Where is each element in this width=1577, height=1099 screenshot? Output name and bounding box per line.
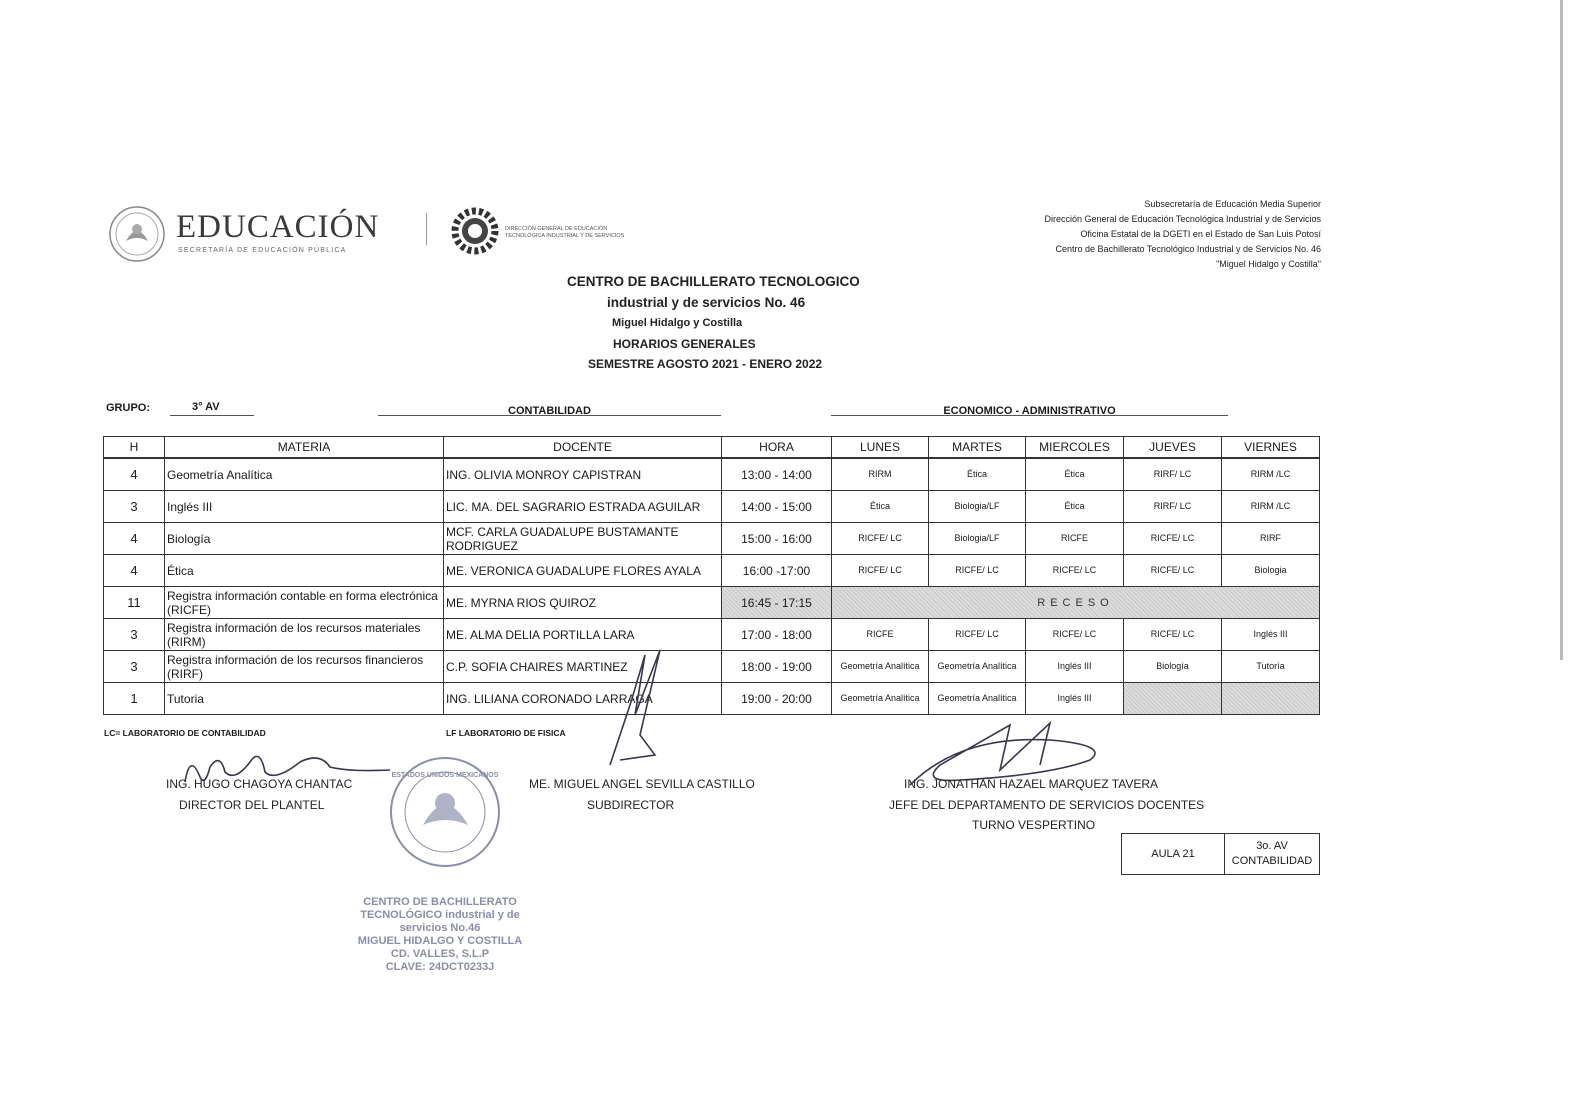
day-cell: RIRF: [1222, 523, 1320, 555]
group-label: GRUPO:: [106, 402, 150, 414]
day-cell: RICFE/ LC: [832, 523, 929, 555]
hours-cell: 4: [104, 523, 165, 555]
document-subtitle: industrial y de servicios No. 46: [607, 295, 806, 310]
school-name: Miguel Hidalgo y Costilla: [612, 317, 743, 329]
gear-icon: [450, 206, 500, 256]
day-cell: Geometría Analítica: [929, 683, 1026, 715]
subdirector-name: ME. MIGUEL ANGEL SEVILLA CASTILLO: [529, 777, 755, 791]
day-cell: RIRM: [832, 458, 929, 491]
day-cell: Biologia/LF: [929, 491, 1026, 523]
column-header: VIERNES: [1222, 437, 1320, 459]
jefe-name: ING. JONATHAN HAZAEL MARQUEZ TAVERA: [904, 777, 1159, 791]
mexico-seal-icon: [108, 205, 166, 263]
break-cell: RECESO: [832, 587, 1320, 619]
teacher-cell: ING. LILIANA CORONADO LARRAGA: [444, 683, 722, 715]
stamp-line: CENTRO DE BACHILLERATO: [363, 896, 517, 908]
day-cell: Ética: [1026, 491, 1124, 523]
document-title: CENTRO DE BACHILLERATO TECNOLOGICO: [567, 274, 860, 289]
stamp-line: CLAVE: 24DCT0233J: [385, 961, 495, 973]
teacher-cell: MCF. CARLA GUADALUPE BUSTAMANTE RODRIGUEZ: [444, 523, 722, 555]
day-cell: Geometría Analítica: [929, 651, 1026, 683]
director-role: DIRECTOR DEL PLANTEL: [179, 798, 325, 812]
stamp-line: servicios No.46: [399, 922, 481, 934]
day-cell: Ética: [832, 491, 929, 523]
dgeti-logo: [450, 206, 640, 264]
hours-cell: 1: [104, 683, 165, 715]
hours-cell: 3: [104, 651, 165, 683]
column-header: MARTES: [929, 437, 1026, 459]
day-cell: RICFE/ LC: [1026, 555, 1124, 587]
header-line: Centro de Bachillerato Tecnológico Industrial y de Servicios No. 46: [1055, 244, 1321, 254]
classroom-box: [1121, 833, 1320, 875]
teacher-cell: ME. VERONICA GUADALUPE FLORES AYALA: [444, 555, 722, 587]
hours-cell: 3: [104, 491, 165, 523]
hours-cell: 4: [104, 555, 165, 587]
day-cell: Inglés III: [1026, 651, 1124, 683]
day-cell: Ética: [1026, 458, 1124, 491]
semester-label: SEMESTRE AGOSTO 2021 - ENERO 2022: [588, 357, 823, 371]
time-cell: 17:00 - 18:00: [722, 619, 832, 651]
column-header: H: [104, 437, 165, 459]
school-stamp: [340, 896, 540, 974]
day-cell: RICFE/ LC: [1124, 523, 1222, 555]
break-time-cell: 16:45 - 17:15: [722, 587, 832, 619]
subject-cell: Ética: [165, 555, 444, 587]
group-line: CONTABILIDAD: [1231, 855, 1313, 867]
day-cell: Biología: [1124, 651, 1222, 683]
day-cell: Geometría Analítica: [832, 683, 929, 715]
day-cell: RICFE/ LC: [832, 555, 929, 587]
day-cell: RICFE/ LC: [1026, 619, 1124, 651]
dgeti-text: DIRECCIÓN GENERAL DE EDUCACIÓN TECNOLÓGICA INDUSTRIAL Y DE SERVICIOS: [505, 226, 625, 239]
empty-day-cell: [1124, 683, 1222, 715]
sep-wordmark: EDUCACIÓN: [176, 209, 380, 245]
table-row: [104, 458, 1320, 491]
table-row: [104, 587, 1320, 619]
day-cell: RICFE/ LC: [1124, 555, 1222, 587]
subject-cell: Registra información contable en forma electrónica (RICFE): [165, 587, 444, 619]
subject-cell: Inglés III: [165, 491, 444, 523]
day-cell: RICFE/ LC: [929, 555, 1026, 587]
subject-cell: Tutoria: [165, 683, 444, 715]
time-cell: 13:00 - 14:00: [722, 458, 832, 491]
day-cell: RIRM /LC: [1222, 491, 1320, 523]
subject-cell: Registra información de los recursos materiales (RIRM): [165, 619, 444, 651]
column-header: DOCENTE: [444, 437, 722, 459]
lf-note: LF LABORATORIO DE FISICA: [446, 728, 566, 738]
subject-cell: Registra información de los recursos financieros (RIRF): [165, 651, 444, 683]
day-cell: Biologia/LF: [929, 523, 1026, 555]
jefe-turno: TURNO VESPERTINO: [972, 818, 1096, 832]
subdirector-signature: [590, 645, 680, 770]
empty-day-cell: [1222, 683, 1320, 715]
column-header: JUEVES: [1124, 437, 1222, 459]
header-line: Subsecretaría de Educación Media Superior: [1144, 199, 1321, 209]
stamp-line: MIGUEL HIDALGO Y COSTILLA: [357, 935, 523, 947]
schedule-table: [103, 436, 1320, 715]
day-cell: Tutoría: [1222, 651, 1320, 683]
day-cell: RICFE: [832, 619, 929, 651]
day-cell: Ética: [929, 458, 1026, 491]
sep-logo: [108, 205, 408, 265]
hours-cell: 3: [104, 619, 165, 651]
table-row: [104, 683, 1320, 715]
header-line: Dirección General de Educación Tecnológica Industrial y de Servicios: [1044, 214, 1321, 224]
teacher-cell: ME. ALMA DELIA PORTILLA LARA: [444, 619, 722, 651]
logo-divider: [426, 213, 427, 245]
group-line: 3o. AV: [1256, 840, 1288, 852]
group-value: 3° AV: [192, 401, 220, 413]
subdirector-role: SUBDIRECTOR: [587, 798, 675, 812]
subject-cell: Biología: [165, 523, 444, 555]
schedule-heading: HORARIOS GENERALES: [613, 337, 756, 351]
table-row: [104, 491, 1320, 523]
day-cell: RICFE: [1026, 523, 1124, 555]
institution-header: [1045, 197, 1321, 272]
time-cell: 14:00 - 15:00: [722, 491, 832, 523]
table-row: [104, 555, 1320, 587]
group-underline: [170, 401, 254, 416]
career-underline: [378, 401, 721, 416]
area-underline: [831, 401, 1228, 416]
day-cell: Geometría Analítica: [832, 651, 929, 683]
table-row: [104, 523, 1320, 555]
hours-cell: 4: [104, 458, 165, 491]
area-value: ECONOMICO - ADMINISTRATIVO: [943, 405, 1116, 417]
day-cell: RICFE/ LC: [929, 619, 1026, 651]
lc-note: LC= LABORATORIO DE CONTABILIDAD: [104, 728, 266, 738]
stamp-line: TECNOLÓGICO industrial y de: [360, 909, 520, 921]
time-cell: 19:00 - 20:00: [722, 683, 832, 715]
hours-cell: 11: [104, 587, 165, 619]
day-cell: Inglés III: [1026, 683, 1124, 715]
director-name: ING. HUGO CHAGOYA CHANTAC: [166, 777, 353, 791]
header-line: Oficina Estatal de la DGETI en el Estado de San Luis Potosí: [1080, 229, 1321, 239]
scan-edge: [1560, 0, 1563, 660]
day-cell: RICFE/ LC: [1124, 619, 1222, 651]
teacher-cell: LIC. MA. DEL SAGRARIO ESTRADA AGUILAR: [444, 491, 722, 523]
column-header: HORA: [722, 437, 832, 459]
day-cell: RIRF/ LC: [1124, 458, 1222, 491]
time-cell: 18:00 - 19:00: [722, 651, 832, 683]
day-cell: RIRM /LC: [1222, 458, 1320, 491]
career-value: CONTABILIDAD: [508, 405, 591, 417]
sep-subtitle: SECRETARÍA DE EDUCACIÓN PÚBLICA: [178, 247, 347, 254]
subject-cell: Geometría Analítica: [165, 458, 444, 491]
stamp-line: CD. VALLES, S.L.P: [390, 948, 490, 960]
seal-text: ESTADOS UNIDOS MEXICANOS: [391, 772, 499, 779]
teacher-cell: ING. OLIVIA MONROY CAPISTRAN: [444, 458, 722, 491]
header-line: "Miguel Hidalgo y Costilla": [1216, 259, 1321, 269]
table-row: [104, 651, 1320, 683]
teacher-cell: C.P. SOFIA CHAIRES MARTINEZ: [444, 651, 722, 683]
table-row: [104, 619, 1320, 651]
day-cell: RIRF/ LC: [1124, 491, 1222, 523]
time-cell: 15:00 - 16:00: [722, 523, 832, 555]
day-cell: Biologia: [1222, 555, 1320, 587]
official-seal-icon: [388, 755, 503, 870]
column-header: MATERIA: [165, 437, 444, 459]
time-cell: 16:00 -17:00: [722, 555, 832, 587]
group-cell: [1225, 834, 1320, 875]
table-header-row: [104, 437, 1320, 459]
day-cell: Inglés III: [1222, 619, 1320, 651]
column-header: MIERCOLES: [1026, 437, 1124, 459]
room-cell: AULA 21: [1122, 834, 1225, 875]
column-header: LUNES: [832, 437, 929, 459]
jefe-role: JEFE DEL DEPARTAMENTO DE SERVICIOS DOCENTES: [889, 798, 1205, 812]
teacher-cell: ME. MYRNA RIOS QUIROZ: [444, 587, 722, 619]
